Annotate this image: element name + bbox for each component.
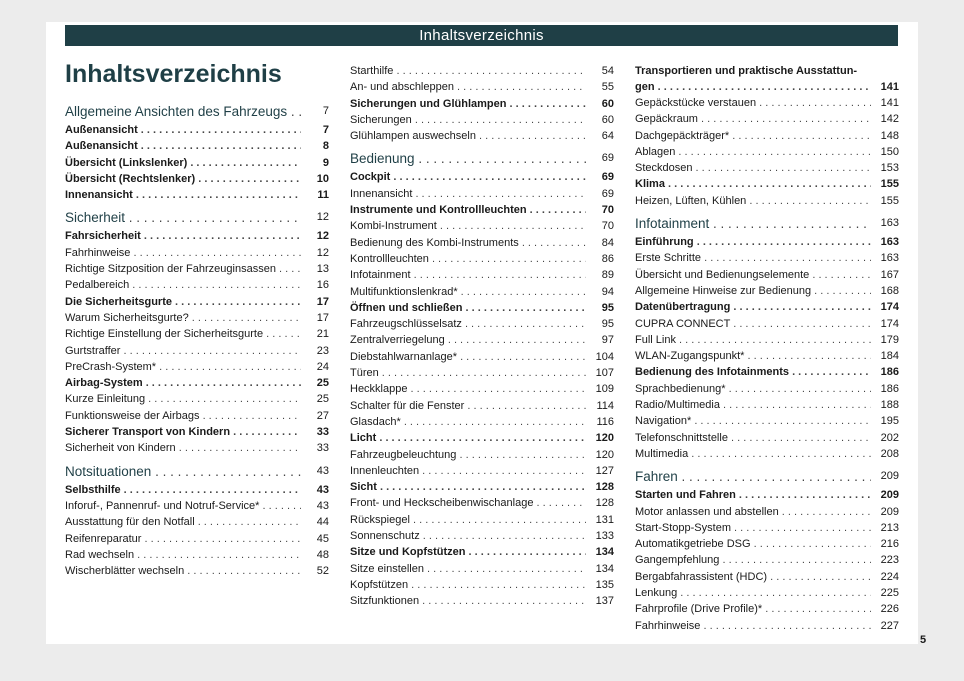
toc-section[interactable]: [350, 202, 614, 218]
toc-page-number: 52: [316, 565, 329, 578]
toc-page-number: 209: [880, 470, 899, 483]
toc-entry-title: Selbsthilfe . . .: [65, 482, 301, 498]
toc-page-number: 60: [601, 113, 614, 126]
toc-entry-title: Rückspiegel . . .: [350, 512, 586, 528]
toc-entry[interactable]: [635, 569, 899, 585]
toc-entry[interactable]: [350, 593, 614, 609]
toc-entry-title: Fahrprofile (Drive Profile)* . . .: [635, 601, 871, 617]
toc-page-number: 16: [316, 279, 329, 292]
toc-chapter[interactable]: [65, 461, 329, 482]
toc-entry-title: Innenansicht . . .: [350, 186, 586, 202]
toc-section[interactable]: [65, 294, 329, 310]
toc-entry[interactable]: [635, 397, 899, 413]
toc-entry-title: Front- und Heckscheibenwischanlage . . .: [350, 495, 586, 511]
toc-entry-title: Sicherungen . . .: [350, 112, 586, 128]
toc-page-number: 89: [601, 269, 614, 282]
toc-entry[interactable]: [350, 63, 614, 79]
toc-page-number: 186: [880, 382, 899, 395]
toc-entry-title: Innenansicht . . .: [65, 187, 301, 203]
toc-entry[interactable]: [65, 547, 329, 563]
toc-entry-title: Fahren . . .: [635, 466, 871, 487]
toc-section[interactable]: [65, 155, 329, 171]
toc-entry-title: Sicherheit . . .: [65, 207, 301, 228]
toc-entry-title: Sitze und Kopfstützen . . .: [350, 544, 586, 560]
toc-page-number: 163: [880, 236, 899, 249]
toc-section[interactable]: [65, 375, 329, 391]
toc-entry[interactable]: [65, 440, 329, 456]
toc-entry-title: Richtige Einstellung der Sicherheitsgurte . . .: [65, 326, 301, 342]
toc-page-number: 25: [316, 377, 329, 390]
toc-entry[interactable]: [350, 349, 614, 365]
toc-entry[interactable]: [635, 446, 899, 462]
toc-section[interactable]: [65, 228, 329, 244]
toc-entry-title: Ablagen . . .: [635, 144, 871, 160]
toc-section[interactable]: [350, 169, 614, 185]
toc-page-number: 155: [880, 194, 899, 207]
toc-entry-title: Erste Schritte . . .: [635, 250, 871, 266]
toc-entry[interactable]: [65, 326, 329, 342]
toc-page-number: 216: [880, 538, 899, 551]
toc-page-number: 13: [316, 263, 329, 276]
toc-entry[interactable]: [65, 391, 329, 407]
toc-section[interactable]: [635, 176, 899, 192]
toc-page-number: 97: [601, 334, 614, 347]
toc-page-number: 153: [880, 162, 899, 175]
toc-page-number: 120: [595, 448, 614, 461]
toc-page-number: 104: [595, 350, 614, 363]
toc-entry-title: Fahrhinweise . . .: [635, 618, 871, 634]
toc-entry-title: Ausstattung für den Notfall . . .: [65, 514, 301, 530]
toc-entry-title: Bedienung des Kombi-Instruments . . .: [350, 235, 586, 251]
toc-column-2: [350, 63, 614, 610]
toc-entry-title: Start-Stopp-System . . .: [635, 520, 871, 536]
toc-entry-title: Sicherungen und Glühlampen . . .: [350, 96, 586, 112]
toc-page-number: 141: [880, 97, 899, 109]
toc-entry[interactable]: [635, 348, 899, 364]
toc-entry-title: Navigation* . . .: [635, 413, 871, 429]
toc-entry-title: Kontrollleuchten . . .: [350, 251, 586, 267]
toc-page-number: 116: [596, 415, 614, 428]
toc-entry-title: Warum Sicherheitsgurte? . . .: [65, 310, 301, 326]
toc-entry-title: Diebstahlwarnanlage* . . .: [350, 349, 586, 365]
toc-page-number: 10: [316, 172, 329, 185]
toc-page-number: 86: [601, 252, 614, 265]
toc-entry[interactable]: [635, 504, 899, 520]
toc-entry-title: Fahrhinweise . . .: [65, 245, 301, 261]
toc-page-number: 120: [595, 432, 614, 445]
toc-page-number: 209: [880, 489, 899, 502]
toc-page-number: 7: [322, 105, 329, 117]
toc-entry[interactable]: [65, 514, 329, 530]
toc-entry[interactable]: [350, 79, 614, 95]
toc-entry-title: Lenkung . . .: [635, 585, 871, 601]
toc-page-number: 48: [316, 548, 329, 561]
toc-entry[interactable]: [635, 144, 899, 160]
toc-column-3: [635, 63, 899, 634]
toc-entry-title: Bedienung . . .: [350, 148, 586, 169]
toc-page-number: 133: [595, 530, 614, 543]
toc-entry[interactable]: [65, 261, 329, 277]
toc-entry[interactable]: [350, 235, 614, 251]
toc-entry-title: Gangempfehlung . . .: [635, 552, 871, 568]
toc-page-number: 168: [880, 284, 899, 297]
toc-page-number: 179: [880, 333, 899, 346]
toc-entry[interactable]: [635, 618, 899, 634]
toc-page-number: 17: [316, 311, 329, 324]
toc-page-number: 163: [880, 217, 899, 230]
toc-page-number: 84: [601, 236, 614, 249]
toc-page-number: 12: [316, 246, 329, 259]
toc-page-number: 54: [601, 65, 614, 77]
toc-page-number: 7: [322, 124, 329, 136]
toc-page-number: 213: [880, 521, 899, 534]
toc-entry-title: Schalter für die Fenster . . .: [350, 398, 586, 414]
toc-section[interactable]: [65, 424, 329, 440]
toc-entry[interactable]: [350, 512, 614, 528]
toc-entry[interactable]: [350, 128, 614, 144]
toc-entry-title: Übersicht und Bedienungselemente . . .: [635, 267, 871, 283]
toc-entry-title: Türen . . .: [350, 365, 586, 381]
toc-entry[interactable]: [635, 536, 899, 552]
toc-entry[interactable]: [350, 447, 614, 463]
toc-section[interactable]: [635, 299, 899, 315]
toc-section[interactable]: [65, 138, 329, 154]
toc-entry[interactable]: [635, 381, 899, 397]
toc-entry[interactable]: [350, 528, 614, 544]
toc-page-number: 142: [880, 113, 899, 126]
toc-page-number: 70: [601, 220, 614, 233]
toc-entry-title: Pedalbereich . . .: [65, 277, 301, 293]
toc-entry-title: Kurze Einleitung . . .: [65, 391, 301, 407]
toc-entry-title: Richtige Sitzposition der Fahrzeuginsassen . . .: [65, 261, 301, 277]
toc-entry-title: Klima . . .: [635, 176, 871, 192]
toc-page-number: 141: [880, 81, 899, 93]
toc-entry-title: Gepäckstücke verstauen . . .: [635, 95, 871, 111]
toc-page-number: 208: [880, 447, 899, 460]
toc-page-number: 70: [601, 204, 614, 217]
toc-page-number: 109: [595, 383, 614, 396]
header-bar: Inhaltsverzeichnis: [65, 25, 898, 46]
toc-page-number: 107: [595, 367, 614, 380]
toc-entry[interactable]: [350, 365, 614, 381]
toc-page-number: 163: [880, 252, 899, 265]
toc-page-number: 202: [880, 431, 899, 444]
toc-entry[interactable]: [65, 408, 329, 424]
toc-section[interactable]: [635, 487, 899, 503]
toc-page-number: 128: [595, 497, 614, 510]
toc-entry[interactable]: [65, 563, 329, 579]
toc-entry-title: Außenansicht . . .: [65, 138, 301, 154]
toc-entry[interactable]: [65, 343, 329, 359]
toc-page-number: 44: [316, 516, 329, 529]
toc-page-number: 209: [880, 505, 899, 518]
toc-entry-title: Sonnenschutz . . .: [350, 528, 586, 544]
toc-page-number: 69: [601, 187, 614, 200]
toc-entry-title: Übersicht (Linkslenker) . . .: [65, 155, 301, 171]
toc-entry-title: Fahrzeugschlüsselsatz . . .: [350, 316, 586, 332]
toc-entry-title: Notsituationen . . .: [65, 461, 301, 482]
toc-page-number: 27: [316, 409, 329, 422]
toc-entry[interactable]: [350, 577, 614, 593]
toc-entry[interactable]: [350, 251, 614, 267]
toc-entry-title: Starthilfe . . .: [350, 63, 586, 79]
toc-page-number: 69: [601, 171, 614, 184]
toc-section[interactable]: [350, 430, 614, 446]
toc-entry-title: Kombi-Instrument . . .: [350, 218, 586, 234]
toc-entry[interactable]: [350, 398, 614, 414]
toc-entry-title: CUPRA CONNECT . . .: [635, 316, 871, 332]
toc-page-number: 25: [316, 393, 329, 406]
toc-section[interactable]: [635, 234, 899, 250]
toc-entry-title: Sicht . . .: [350, 479, 586, 495]
toc-page-number: 184: [880, 350, 899, 363]
toc-page-number: 174: [880, 301, 899, 314]
toc-entry[interactable]: [635, 250, 899, 266]
toc-entry[interactable]: [635, 267, 899, 283]
toc-page-number: 64: [601, 130, 614, 143]
toc-page-number: 167: [880, 268, 899, 281]
toc-entry-title: Starten und Fahren . . .: [635, 487, 871, 503]
toc-entry-title: Inforuf-, Pannenruf- und Notruf-Service* . . .: [65, 498, 301, 514]
toc-page-number: 223: [880, 554, 899, 567]
toc-page-number: 150: [880, 145, 899, 158]
toc-entry-title: Infotainment . . .: [350, 267, 586, 283]
toc-chapter[interactable]: [65, 101, 329, 122]
toc-entry-title-line: Transportieren und praktische Ausstattun-: [635, 65, 858, 77]
toc-page-number: 33: [316, 426, 329, 439]
toc-entry-title: PreCrash-System* . . .: [65, 359, 301, 375]
toc-section[interactable]: [65, 171, 329, 187]
toc-entry-title: Cockpit . . .: [350, 169, 586, 185]
toc-entry-title: gen . . .: [635, 79, 871, 95]
toc-page-number: 188: [880, 399, 899, 412]
toc-entry-title: Sicherheit von Kindern . . .: [65, 440, 301, 456]
toc-entry-title: Einführung . . .: [635, 234, 871, 250]
toc-page-number: 226: [880, 603, 899, 616]
toc-entry[interactable]: [635, 128, 899, 144]
toc-page-number: 43: [316, 499, 329, 512]
toc-entry[interactable]: [635, 193, 899, 209]
toc-entry-title: Licht . . .: [350, 430, 586, 446]
toc-entry[interactable]: [635, 283, 899, 299]
toc-page-number: 174: [880, 317, 899, 330]
page-title: Inhaltsverzeichnis: [65, 60, 282, 88]
toc-chapter[interactable]: [635, 213, 899, 234]
toc-entry-title: Multifunktionslenkrad* . . .: [350, 284, 586, 300]
page-number: 5: [920, 634, 927, 646]
toc-page-number: 8: [322, 140, 329, 153]
toc-entry-title: Full Link . . .: [635, 332, 871, 348]
toc-section[interactable]: [65, 482, 329, 498]
toc-entry-title: Zentralverriegelung . . .: [350, 332, 586, 348]
toc-entry-title: Sicherer Transport von Kindern . . .: [65, 424, 301, 440]
toc-entry[interactable]: [635, 332, 899, 348]
toc-entry-title: Außenansicht . . .: [65, 122, 301, 138]
toc-entry[interactable]: [350, 112, 614, 128]
toc-page-number: 69: [601, 152, 614, 165]
toc-page-number: 21: [316, 328, 329, 341]
toc-entry[interactable]: [635, 111, 899, 127]
toc-entry-title: An- und abschleppen . . .: [350, 79, 586, 95]
toc-page-number: 225: [880, 587, 899, 600]
toc-page-number: 227: [880, 619, 899, 632]
toc-page-number: 137: [595, 595, 614, 608]
toc-entry[interactable]: [635, 95, 899, 111]
toc-page-number: 186: [880, 366, 899, 379]
toc-entry[interactable]: [65, 359, 329, 375]
toc-page-number: 12: [316, 211, 329, 224]
toc-chapter[interactable]: [635, 466, 899, 487]
toc-page-number: 11: [317, 189, 329, 202]
toc-page-number: 195: [880, 415, 899, 428]
toc-page-number: 55: [601, 81, 614, 94]
toc-chapter[interactable]: [65, 207, 329, 228]
toc-page-number: 43: [316, 483, 329, 496]
toc-column-1: [65, 101, 329, 579]
toc-entry-title: Gurtstraffer . . .: [65, 343, 301, 359]
toc-entry[interactable]: [65, 277, 329, 293]
toc-entry[interactable]: [350, 414, 614, 430]
toc-page-number: 94: [601, 285, 614, 298]
toc-page-number: 148: [880, 129, 899, 142]
toc-entry[interactable]: [635, 552, 899, 568]
toc-page-number: 114: [596, 399, 614, 412]
toc-entry-title: Fahrsicherheit . . .: [65, 228, 301, 244]
toc-entry-title: Rad wechseln . . .: [65, 547, 301, 563]
toc-entry[interactable]: [65, 310, 329, 326]
toc-entry-title: Wischerblätter wechseln . . .: [65, 563, 301, 579]
toc-entry-title: Glasdach* . . .: [350, 414, 586, 430]
toc-entry-title: Steckdosen . . .: [635, 160, 871, 176]
toc-entry-title: Sprachbedienung* . . .: [635, 381, 871, 397]
toc-entry-title: Heizen, Lüften, Kühlen . . .: [635, 193, 871, 209]
toc-entry-title: Heckklappe . . .: [350, 381, 586, 397]
toc-entry[interactable]: [350, 381, 614, 397]
toc-page-number: 12: [316, 230, 329, 243]
toc-page-number: 95: [601, 318, 614, 331]
toc-section[interactable]: [350, 96, 614, 112]
toc-entry[interactable]: [635, 430, 899, 446]
toc-page-number: 134: [595, 562, 614, 575]
toc-page-number: 24: [316, 360, 329, 373]
toc-page-number: 33: [316, 442, 329, 455]
toc-entry-title: Die Sicherheitsgurte . . .: [65, 294, 301, 310]
toc-section[interactable]: [350, 300, 614, 316]
toc-page-number: 23: [316, 344, 329, 357]
toc-entry[interactable]: [635, 585, 899, 601]
toc-entry-title: Allgemeine Hinweise zur Bedienung . . .: [635, 283, 871, 299]
toc-page-number: 95: [601, 301, 614, 314]
toc-entry-title: Multimedia . . .: [635, 446, 871, 462]
toc-chapter[interactable]: [350, 148, 614, 169]
toc-entry[interactable]: [350, 332, 614, 348]
toc-section[interactable]: [350, 544, 614, 560]
toc-entry-title: Bergabfahrassistent (HDC) . . .: [635, 569, 871, 585]
toc-page-number: 131: [595, 513, 614, 526]
toc-entry[interactable]: [635, 316, 899, 332]
toc-entry-title: Gepäckraum . . .: [635, 111, 871, 127]
toc-entry-title: Sitzfunktionen . . .: [350, 593, 586, 609]
toc-section[interactable]: [65, 187, 329, 203]
toc-entry[interactable]: [350, 495, 614, 511]
toc-section[interactable]: [635, 364, 899, 380]
toc-entry[interactable]: [350, 218, 614, 234]
toc-page-number: 127: [595, 464, 614, 477]
toc-page-number: 17: [316, 295, 329, 308]
toc-entry-title: Bedienung des Infotainments . . .: [635, 364, 871, 380]
toc-entry-title: Infotainment . . .: [635, 213, 871, 234]
toc-entry[interactable]: [350, 316, 614, 332]
toc-entry[interactable]: [350, 284, 614, 300]
toc-entry-title: Allgemeine Ansichten des Fahrzeugs . . .: [65, 101, 301, 122]
toc-entry-title: Glühlampen auswechseln . . .: [350, 128, 586, 144]
toc-entry[interactable]: [350, 186, 614, 202]
toc-entry[interactable]: [635, 520, 899, 536]
toc-page-number: 135: [595, 578, 614, 591]
toc-entry[interactable]: [635, 601, 899, 617]
toc-section[interactable]: [350, 479, 614, 495]
toc-entry-title: Dachgepäckträger* . . .: [635, 128, 871, 144]
toc-entry[interactable]: [65, 498, 329, 514]
toc-page-number: 45: [316, 532, 329, 545]
toc-entry[interactable]: [635, 160, 899, 176]
toc-page-number: 155: [880, 178, 899, 191]
toc-entry-title: Übersicht (Rechtslenker) . . .: [65, 171, 301, 187]
toc-entry-title: Innenleuchten . . .: [350, 463, 586, 479]
toc-entry-title: Sitze einstellen . . .: [350, 561, 586, 577]
toc-page-number: 128: [595, 481, 614, 494]
toc-entry-title: Radio/Multimedia . . .: [635, 397, 871, 413]
toc-page-number: 134: [595, 546, 614, 559]
toc-entry-title: Kopfstützen . . .: [350, 577, 586, 593]
toc-page-number: 60: [601, 97, 614, 110]
toc-page-number: 224: [880, 570, 899, 583]
toc-entry[interactable]: [350, 267, 614, 283]
toc-entry-title: Datenübertragung . . .: [635, 299, 871, 315]
toc-entry-title: Öffnen und schließen . . .: [350, 300, 586, 316]
toc-entry-title: Instrumente und Kontrollleuchten . . .: [350, 202, 586, 218]
toc-entry[interactable]: [350, 561, 614, 577]
toc-entry-title: Motor anlassen und abstellen . . .: [635, 504, 871, 520]
toc-section[interactable]: [635, 63, 899, 95]
toc-entry[interactable]: [350, 463, 614, 479]
toc-entry[interactable]: [65, 245, 329, 261]
toc-section[interactable]: [65, 122, 329, 138]
toc-entry-title: WLAN-Zugangspunkt* . . .: [635, 348, 871, 364]
toc-page-number: 43: [316, 464, 329, 477]
toc-entry[interactable]: [635, 413, 899, 429]
toc-page-number: 9: [322, 156, 329, 169]
toc-entry-title: Airbag-System . . .: [65, 375, 301, 391]
toc-entry-title: Automatikgetriebe DSG . . .: [635, 536, 871, 552]
toc-entry-title: Fahrzeugbeleuchtung . . .: [350, 447, 586, 463]
toc-entry-title: Funktionsweise der Airbags . . .: [65, 408, 301, 424]
toc-entry-title: Reifenreparatur . . .: [65, 531, 301, 547]
toc-entry-title: Telefonschnittstelle . . .: [635, 430, 871, 446]
toc-entry[interactable]: [65, 531, 329, 547]
